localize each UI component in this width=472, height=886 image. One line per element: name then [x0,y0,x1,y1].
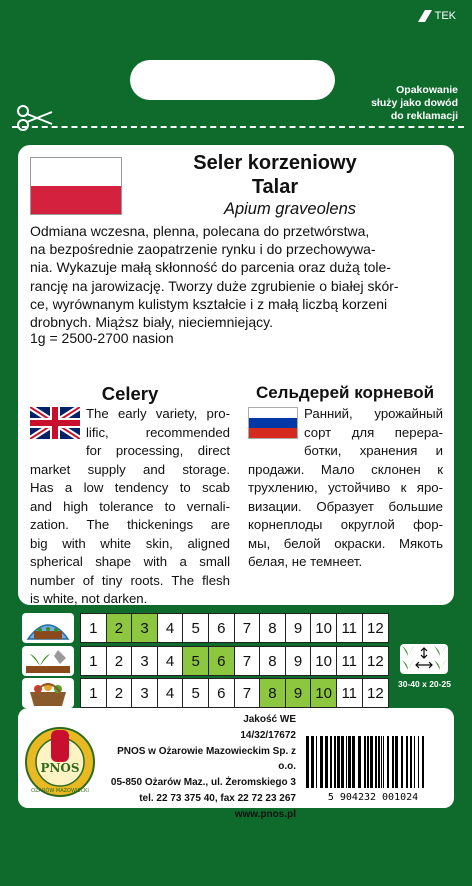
russian-heading: Сельдерей корневой [255,383,435,402]
calendar-month-cell: 8 [260,647,286,675]
barcode-bar [422,736,424,788]
barcode-bar [410,736,412,788]
calendar-row-planting [80,646,389,676]
calendar-month-cell: 2 [107,647,133,675]
english-heading: Celery [101,383,159,404]
planting-out-icon [22,646,74,676]
barcode-bar [334,736,336,788]
description-en [30,405,230,609]
description-ru-line: белая, не темнеет. [248,554,363,569]
barcode-number: 5 904232 001024 [327,792,419,802]
company-website[interactable]: www.pnos.pl [234,808,296,820]
description-line: ce, wyrównanym kulistym kształcie i z małą liczbą korzeni [30,295,388,312]
calendar-month-cell: 2 [107,679,133,707]
calendar-month-cell: 3 [132,647,158,675]
quality-seal-logo [25,712,95,802]
description-en-line: and high tolerance to vernali- [30,498,230,514]
description-ru-line: визации. Образует большие [248,498,443,514]
barcode-bar [320,736,323,788]
latin-name: Apium graveolens [223,200,357,218]
packet-window [130,60,335,100]
calendar-month-cell: 5 [183,679,209,707]
seal-letters: PNOS [40,761,80,775]
calendar-month-cell: 3 [132,679,158,707]
barcode-bar [401,736,403,788]
description-en-line: market supply and storage. [30,461,230,477]
plant-spacing-icon [400,644,448,674]
plant-spacing: 30-40 x 20-25 [398,679,451,689]
description-line: Odmiana wczesna, plenna, polecana do przetwórstwa, [30,223,370,239]
barcode-bar [367,736,369,788]
calendar-month-cell: 2 [107,614,133,642]
barcode-bar [378,736,380,788]
barcode-bar [387,736,389,788]
barcode-bar [406,736,408,788]
barcode-bar [418,736,419,788]
calendar-month-cell: 6 [209,614,235,642]
calendar-month-cell: 1 [81,614,107,642]
company-name: PNOS w Ożarowie Mazowieckim Sp. z o.o. [117,745,296,773]
description-en-line: The early variety, pro- [86,406,230,421]
calendar-month-cell: 7 [235,679,261,707]
calendar-month-cell: 5 [183,647,209,675]
company-phone: tel. 22 73 375 40, fax 22 72 23 267 [139,792,296,804]
calendar-month-cell: 10 [311,679,337,707]
barcode-bar [341,736,344,788]
barcode-bar [358,736,361,788]
description-en-line: big with white skin, aligned [30,535,230,551]
polish-flag-icon [30,157,122,215]
description-en-line: zation. The thickenings are [30,517,230,532]
calendar-row-harvest [80,678,389,708]
calendar-month-cell: 1 [81,647,107,675]
quality-label: Jakość WE [243,714,296,725]
barcode-bar [346,736,347,788]
company-details [100,712,296,823]
description-en-line: Has a low tendency to scab [30,480,230,495]
calendar-month-cell: 4 [158,679,184,707]
variety-name: Talar [251,176,299,198]
tek-logo-text: TEK [434,10,456,22]
calendar-month-cell: 8 [260,679,286,707]
harvest-basket-icon [22,678,74,708]
greenhouse-sowing-icon [22,613,74,643]
description-line: nia. Wykazuje małą skłonność do parcenia oraz dużą tole- [30,259,391,276]
tek-logo-icon [418,10,432,22]
barcode-bar [383,736,384,788]
description-ru-line: трухлению, устойчиво к яро- [248,480,443,495]
barcode-bar [381,736,382,788]
description-ru-line: корнеплоды округлой фор- [248,517,443,532]
calendar-month-cell: 11 [337,614,363,642]
calendar-month-cell: 5 [183,614,209,642]
calendar-row-sowing [80,613,389,643]
seal-text: OŻARÓW MAZOWIECKI [31,788,89,794]
barcode-bar [352,736,355,788]
calendar-month-cell: 11 [337,647,363,675]
description-ru-line: ботки, хранения и [304,443,443,458]
complaint-note-line: Opakowanie [396,84,458,96]
barcode-bars [306,736,424,788]
description-en-line: number of tiny roots. The flesh [30,572,230,588]
calendar-month-cell: 7 [235,647,261,675]
barcode-bar [375,736,377,788]
tek-logo [418,10,456,22]
description-en-line: spherical shape with a small [30,554,230,569]
calendar-month-cell: 3 [132,614,158,642]
calendar-month-cell: 12 [366,684,384,702]
product-name: Seler korzeniowy [193,152,357,174]
cut-line [12,126,464,128]
description-en-line: is white, not darken. [30,591,148,606]
description-ru-line: Ранний, урожайный [304,406,443,421]
barcode-bar [311,736,314,788]
barcode-bar [306,736,309,788]
barcode-bar [348,736,351,788]
registration-number: 14/32/17672 [240,729,296,741]
barcode-bar [337,736,340,788]
calendar-month-cell: 9 [286,679,312,707]
calendar-month-cell: 12 [366,652,384,670]
barcode-bar [370,736,373,788]
barcode-bar [330,736,332,788]
calendar-month-cell: 10 [311,647,337,675]
description-ru-line: продажи. Мало склонен к [248,461,443,477]
calendar-month-cell: 6 [209,679,235,707]
calendar-month-cell: 6 [209,647,235,675]
description-ru [248,405,443,572]
barcode-bar [414,736,415,788]
barcode-bar [395,736,398,788]
calendar-month-cell: 1 [81,679,107,707]
barcode-bar [325,736,328,788]
company-address: 05-850 Ożarów Maz., ul. Żeromskiego 3 [110,777,296,789]
barcode-bar [316,736,317,788]
calendar-month-cell: 9 [286,647,312,675]
description-line: rancję na jarowizację. Tworzy duże zgrubienie o białej skór- [30,277,399,294]
calendar-month-cell: 11 [337,679,363,707]
description-en-line: for processing, direct [86,443,230,458]
complaint-note-line: służy jako dowód [371,97,458,109]
description-ru-line: мы, белой окраски. Мякоть [248,535,443,551]
description-pl [30,222,440,331]
seed-count: 1g = 2500-2700 nasion [30,330,174,346]
calendar-month-cell: 12 [366,619,384,637]
barcode [302,734,444,802]
description-line: drobnych. Miąższ biały, nieciemniejący. [30,314,274,331]
calendar-month-cell: 8 [260,614,286,642]
barcode-bar [392,736,394,788]
description-ru-line: сорт для перера- [304,424,443,440]
complaint-note [371,84,458,123]
calendar-month-cell: 4 [158,614,184,642]
complaint-note-line: do reklamacji [390,110,458,122]
calendar-month-cell: 7 [235,614,261,642]
calendar-month-cell: 9 [286,614,312,642]
calendar-month-cell: 10 [311,614,337,642]
calendar-month-cell: 4 [158,647,184,675]
description-line: na bezpośrednie zaopatrzenie rynku i do przechowywa- [30,241,376,258]
description-en-line: lific, recommended [86,424,230,440]
barcode-bar [364,736,366,788]
